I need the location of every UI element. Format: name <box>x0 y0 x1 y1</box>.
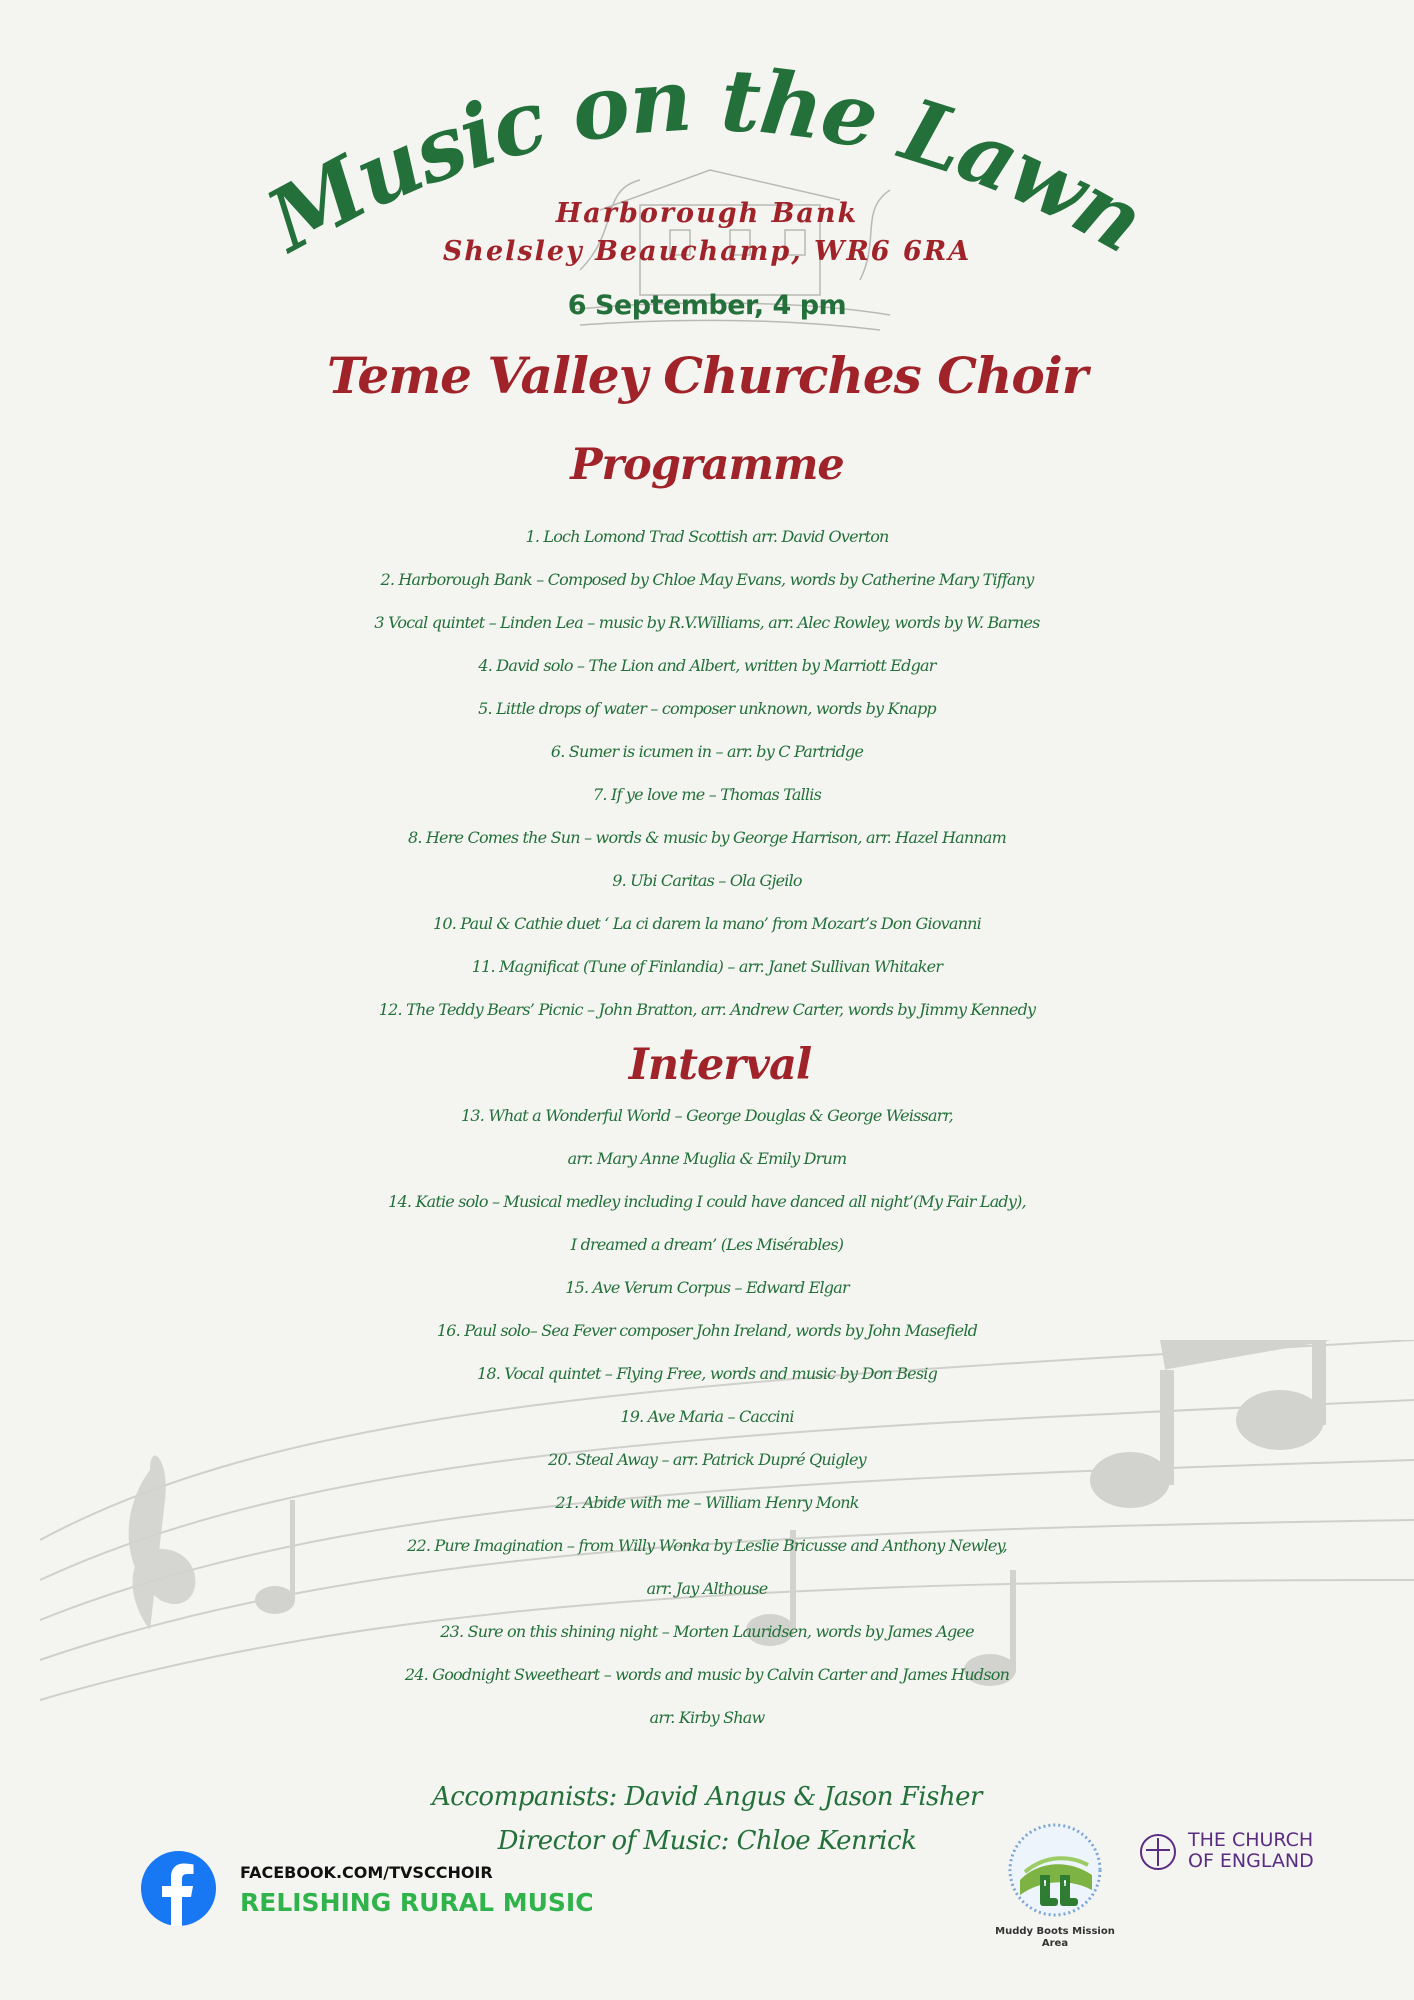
programme-item: 24. Goodnight Sweetheart – words and music by Calvin Carter and James Hudson <box>404 1665 1010 1684</box>
programme-item: arr. Mary Anne Muglia & Emily Drum <box>567 1149 847 1168</box>
programme-item: 13. What a Wonderful World – George Douglas & George Weissarr, <box>461 1106 953 1125</box>
facebook-link[interactable]: FACEBOOK.COM/TVSCCHOIR <box>240 1863 493 1882</box>
tagline: RELISHING RURAL MUSIC <box>240 1888 594 1917</box>
programme-item: 16. Paul solo– Sea Fever composer John Ireland, words by John Masefield <box>436 1321 978 1340</box>
programme-list <box>0 515 1414 1031</box>
venue-name: Harborough Bank <box>555 198 859 229</box>
venue-address: Shelsley Beauchamp, WR6 6RA <box>442 236 972 267</box>
facebook-icon[interactable] <box>141 1851 216 1926</box>
accompanists-credit: Accompanists: David Angus & Jason Fisher <box>432 1782 982 1812</box>
programme-item: 4. David solo – The Lion and Albert, written by Marriott Edgar <box>478 656 936 675</box>
church-of-england-name <box>1188 1830 1314 1872</box>
programme-item: 5. Little drops of water – composer unknown, words by Knapp <box>478 699 936 718</box>
programme-item: 10. Paul & Cathie duet ‘ La ci darem la mano’ from Mozart’s Don Giovanni <box>433 914 981 933</box>
programme-item: 9. Ubi Caritas – Ola Gjeilo <box>612 871 802 890</box>
programme-item: I dreamed a dream’ (Les Misérables) <box>570 1235 844 1254</box>
muddy-boots-logo <box>1000 1820 1110 1920</box>
programme-item: 12. The Teddy Bears’ Picnic – John Bratton, arr. Andrew Carter, words by Jimmy Kennedy <box>378 1000 1036 1019</box>
programme-item: 20. Steal Away – arr. Patrick Dupré Quigley <box>548 1450 866 1469</box>
programme-item: 7. If ye love me – Thomas Tallis <box>593 785 821 804</box>
programme-item: arr. Kirby Shaw <box>649 1708 765 1727</box>
programme-item: 22. Pure Imagination – from Willy Wonka by Leslie Bricusse and Anthony Newley, <box>407 1536 1007 1555</box>
programme-item: 8. Here Comes the Sun – words & music by George Harrison, arr. Hazel Hannam <box>407 828 1007 847</box>
church-name-line: THE CHURCH <box>1188 1829 1314 1851</box>
programme-item: 11. Magnificat (Tune of Finlandia) – arr. Janet Sullivan Whitaker <box>471 957 943 976</box>
interval-list <box>0 1094 1414 1739</box>
programme-item: arr. Jay Althouse <box>646 1579 768 1598</box>
programme-item: 6. Sumer is icumen in – arr. by C Partridge <box>550 742 864 761</box>
svg-text:Music on the Lawn: Music on the Lawn <box>251 49 1160 272</box>
programme-item: 1. Loch Lomond Trad Scottish arr. David Overton <box>525 527 889 546</box>
programme-item: 14. Katie solo – Musical medley including I could have danced all night’(My Fair Lady), <box>388 1192 1026 1211</box>
church-name-line: OF ENGLAND <box>1188 1850 1314 1872</box>
programme-item: 19. Ave Maria – Caccini <box>620 1407 794 1426</box>
programme-item: 21. Abide with me – William Henry Monk <box>555 1493 859 1512</box>
programme-item: 23. Sure on this shining night – Morten Lauridsen, words by James Agee <box>440 1622 974 1641</box>
event-date: 6 September, 4 pm <box>567 290 847 321</box>
programme-item: 18. Vocal quintet – Flying Free, words and music by Don Besig <box>476 1364 938 1383</box>
interval-heading: Interval <box>628 1040 812 1090</box>
church-of-england-logo <box>1138 1832 1178 1872</box>
director-credit: Director of Music: Chloe Kenrick <box>497 1826 917 1856</box>
programme-item: 2. Harborough Bank – Composed by Chloe May Evans, words by Catherine Mary Tiffany <box>380 570 1034 589</box>
programme-heading: Programme <box>570 440 844 490</box>
programme-item: 15. Ave Verum Corpus – Edward Elgar <box>565 1278 849 1297</box>
choir-name: Teme Valley Churches Choir <box>326 346 1088 405</box>
muddy-boots-name: Muddy Boots Mission Area <box>995 1926 1115 1949</box>
programme-item: 3 Vocal quintet – Linden Lea – music by R.V.Williams, arr. Alec Rowley, words by W. Barnes <box>374 613 1040 632</box>
